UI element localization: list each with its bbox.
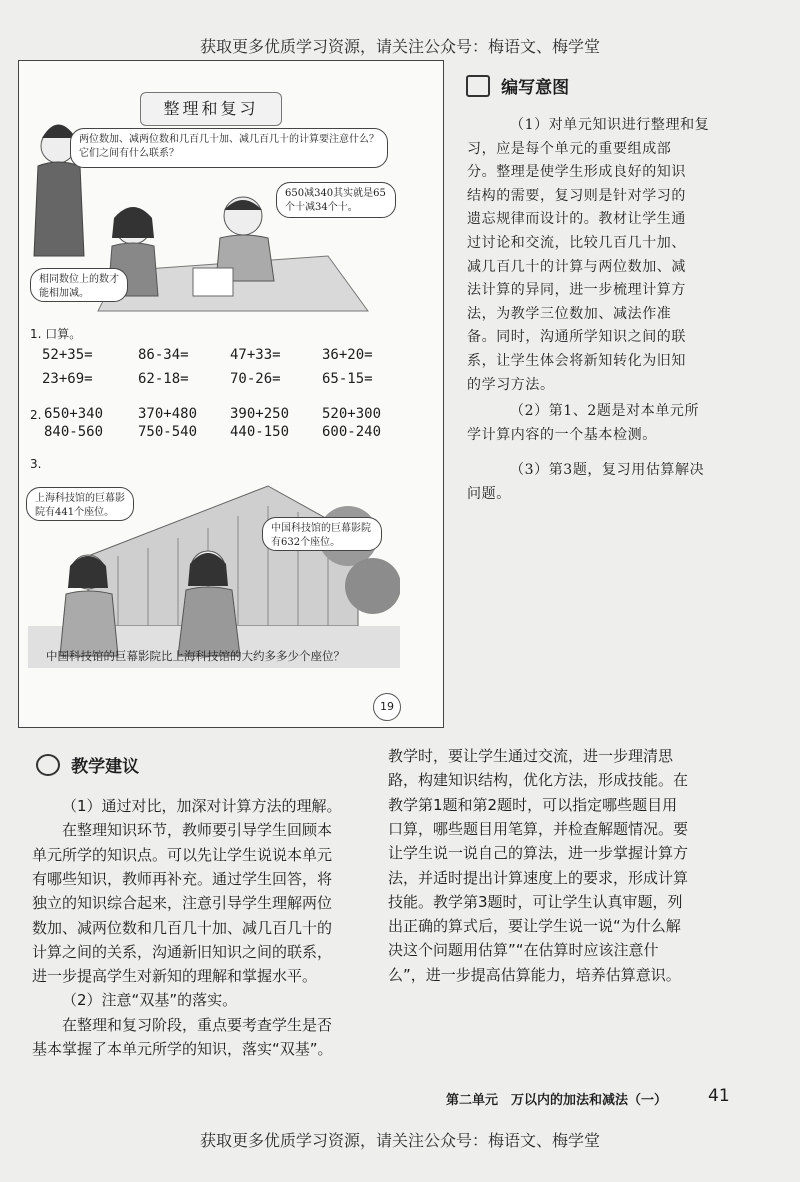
q2-cell: 840-560 <box>44 424 104 440</box>
question-1-label: 1. 口算。 <box>30 327 82 341</box>
q1-cell: 47+33= <box>230 347 281 363</box>
advice-line: 有哪些知识，教师再补充。通过学生回答，将 <box>32 869 333 888</box>
textbook-page-number: 19 <box>373 693 401 721</box>
advice-line: 让学生说一说自己的算法，进一步掌握计算方 <box>388 844 689 863</box>
teacher-speech-bubble: 两位数加、减两位数和几百几十加、减几百几十的计算要注意什么？它们之间有什么联系？ <box>70 128 388 168</box>
advice-line: 教学时，要让学生通过交流，进一步理清思 <box>388 747 674 765</box>
q1-cell: 65-15= <box>322 371 373 387</box>
advice-line: （2）注意“双基”的落实。 <box>62 991 238 1010</box>
intent-line: 结构的需要，复习则是针对学习的 <box>467 187 686 204</box>
intent-line: 遗忘规律而设计的。教材让学生通 <box>467 211 686 228</box>
q1-cell: 62-18= <box>138 371 189 387</box>
watermark-top: 获取更多优质学习资源，请关注公众号：梅语文、梅学堂 <box>199 37 600 56</box>
shanghai-museum-bubble: 上海科技馆的巨幕影院有441个座位。 <box>26 487 134 521</box>
intent-line: 减几百几十的计算与两位数加、减 <box>467 258 686 275</box>
intent-line: （2）第1、2题是对本单元所 <box>510 403 700 419</box>
advice-line: 进一步提高学生对新知的理解和掌握水平。 <box>32 967 318 986</box>
question-2-label: 2. <box>30 408 42 422</box>
footer-unit-title: 第二单元 万以内的加法和减法（一） <box>446 1093 668 1108</box>
q2-cell: 440-150 <box>230 424 290 440</box>
intent-line: 系，让学生体会将新知转化为旧知 <box>467 353 686 369</box>
question-3-label: 3. <box>30 457 42 471</box>
advice-line: 独立的知识综合起来，注意引导学生理解两位 <box>32 894 333 913</box>
q1-cell: 36+20= <box>322 347 373 363</box>
intent-line: 问题。 <box>467 485 511 502</box>
book-icon <box>466 75 490 97</box>
advice-line: 教学第1题和第2题时，可以指定哪些题目用 <box>388 795 678 814</box>
advice-line: （1）通过对比，加深对计算方法的理解。 <box>62 797 342 815</box>
girl-speech-bubble: 相同数位上的数才能相加减。 <box>30 268 128 302</box>
intent-line: 的学习方法。 <box>467 376 555 393</box>
intent-line: （1）对单元知识进行整理和复 <box>510 117 710 133</box>
advice-line: 法，并适时提出计算速度上的要求，形成计算 <box>388 868 689 887</box>
intent-line: 法计算的异同，进一步梳理计算方 <box>467 282 686 299</box>
advice-line: 决这个问题用估算”“在估算时应该注意什 <box>388 941 659 960</box>
leaf-icon <box>36 754 60 776</box>
china-museum-bubble: 中国科技馆的巨幕影院有632个座位。 <box>262 517 382 551</box>
advice-line: 计算之间的关系，沟通新旧知识之间的联系， <box>32 942 333 961</box>
advice-line: 技能。教学第3题时，可让学生认真审题，列 <box>388 892 683 911</box>
q2-cell: 650+340 <box>44 406 104 422</box>
intent-line: 过讨论和交流，比较几百几十加、 <box>467 235 686 251</box>
intent-line: 分。整理是使学生形成良好的知识 <box>467 164 686 181</box>
q2-cell: 390+250 <box>230 406 290 422</box>
boy-speech-bubble: 650减340其实就是65个十减34个十。 <box>276 182 396 218</box>
q1-cell: 23+69= <box>42 371 93 387</box>
q1-cell: 86-34= <box>138 347 189 363</box>
intent-line: 学计算内容的一个基本检测。 <box>467 426 657 443</box>
intent-line: （3）第3题，复习用估算解决 <box>510 462 705 478</box>
intent-heading <box>466 73 569 98</box>
page-number: 41 <box>708 1086 730 1106</box>
intent-heading-label: 编写意图 <box>501 78 570 98</box>
q2-cell: 520+300 <box>322 406 382 422</box>
intent-line: 法，为教学三位数加、减法作准 <box>467 305 672 322</box>
q2-cell: 600-240 <box>322 424 382 440</box>
intent-line: 习，应是每个单元的重要组成部 <box>467 140 672 157</box>
advice-line: 单元所学的知识点。可以先让学生说说本单元 <box>32 845 333 864</box>
watermark-bottom: 获取更多优质学习资源，请关注公众号：梅语文、梅学堂 <box>199 1131 600 1150</box>
intent-line: 备。同时，沟通所学知识之间的联 <box>467 329 686 346</box>
advice-heading-label: 教学建议 <box>71 757 140 777</box>
advice-line: 在整理知识环节，教师要引导学生回顾本 <box>62 821 333 840</box>
textbook-title: 整理和复习 <box>140 92 282 126</box>
advice-line: 口算，哪些题目用笔算，并检查解题情况。要 <box>388 819 689 838</box>
advice-line: 出正确的算式后，要让学生说一说“为什么解 <box>388 917 681 936</box>
advice-heading <box>36 752 139 777</box>
question-3-text: 中国科技馆的巨幕影院比上海科技馆的大约多多少个座位？ <box>46 649 345 663</box>
q1-cell: 70-26= <box>230 371 281 387</box>
advice-line: 么”，进一步提高估算能力，培养估算意识。 <box>388 965 681 984</box>
q1-cell: 52+35= <box>42 347 93 363</box>
advice-line: 路，构建知识结构，优化方法，形成技能。在 <box>388 771 689 790</box>
advice-line: 数加、减两位数和几百几十加、减几百几十的 <box>32 918 333 937</box>
advice-line: 基本掌握了本单元所学的知识，落实“双基”。 <box>32 1040 333 1058</box>
advice-line: 在整理和复习阶段，重点要考查学生是否 <box>62 1015 333 1034</box>
q2-cell: 370+480 <box>138 406 198 422</box>
q2-cell: 750-540 <box>138 424 198 440</box>
